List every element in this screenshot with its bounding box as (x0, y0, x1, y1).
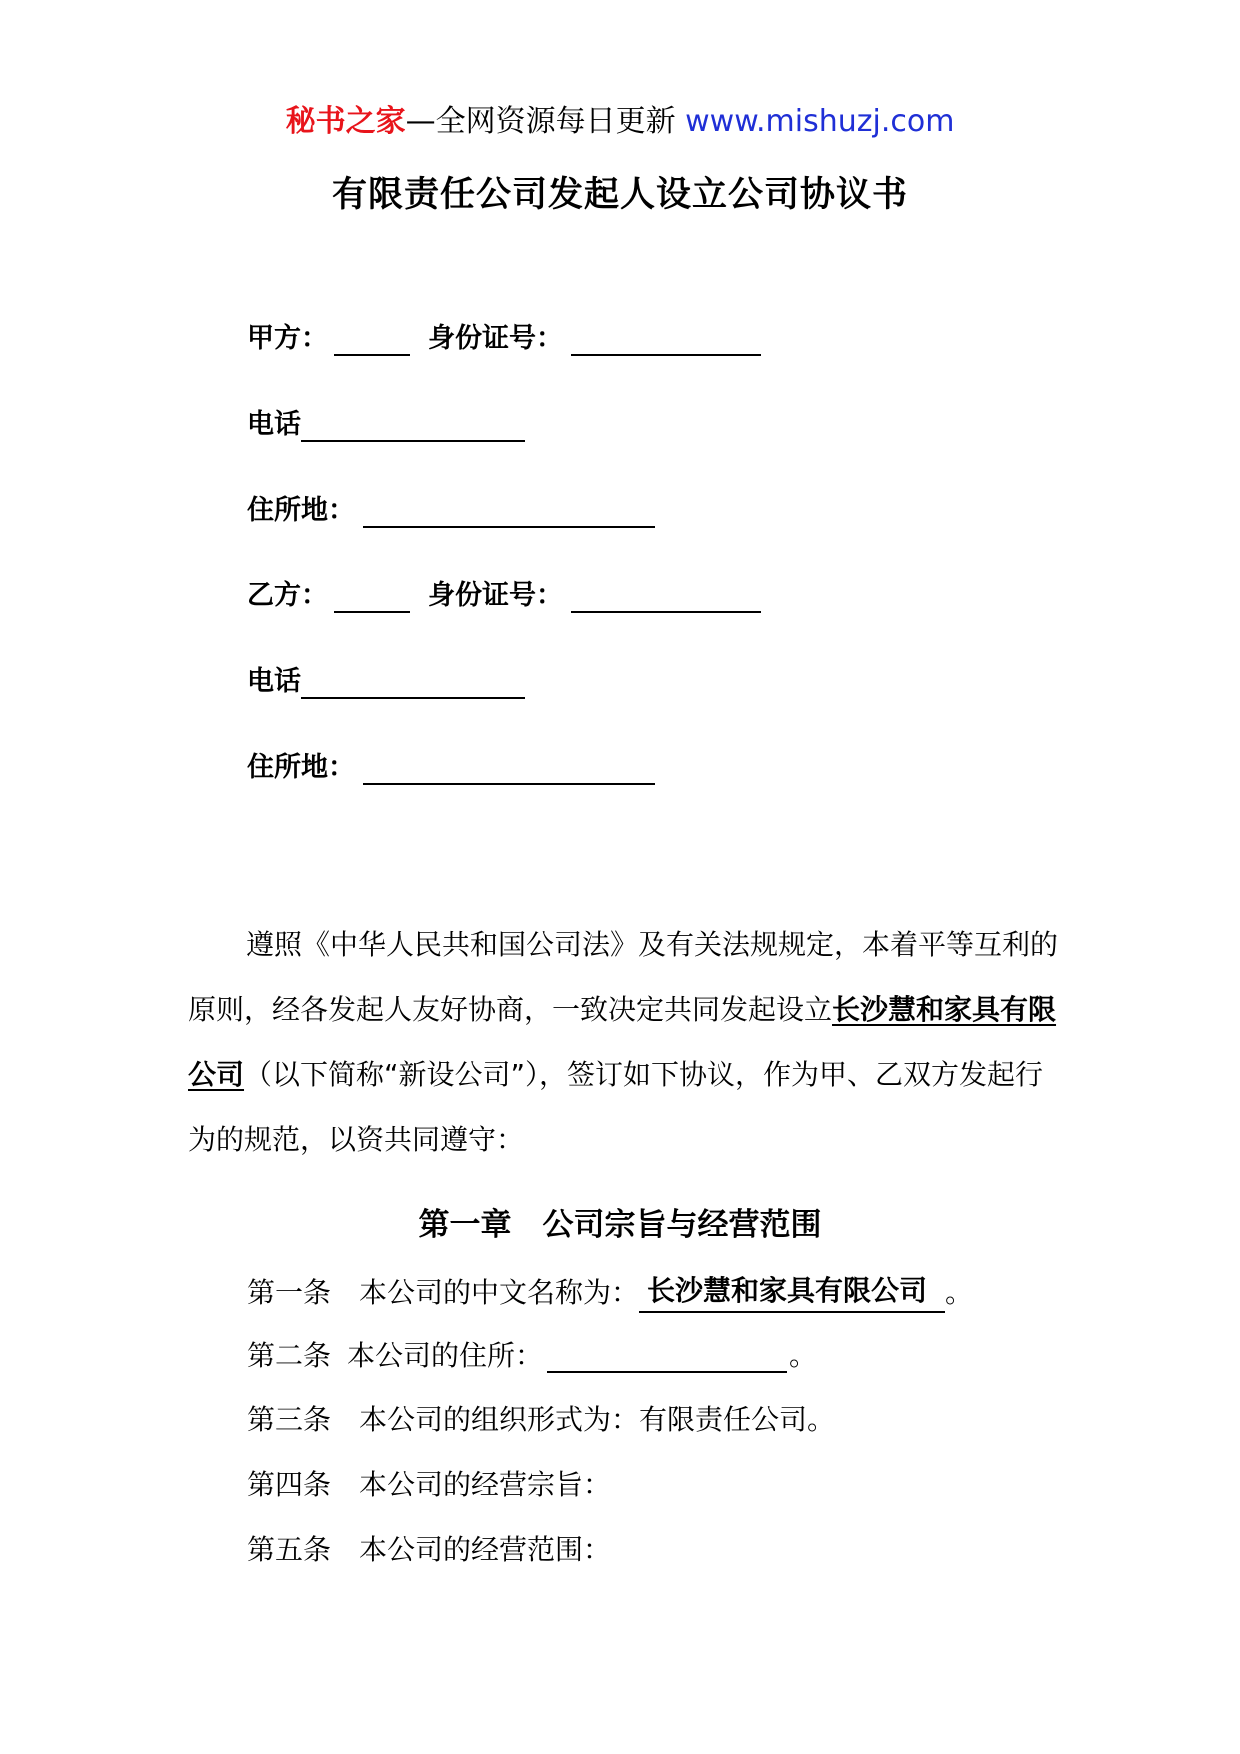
party-a-row (247, 320, 761, 358)
site-url-link[interactable]: www.mishuzj.com (685, 104, 955, 139)
article-4 (247, 1465, 611, 1505)
article-text: 本公司的经营宗旨： (359, 1468, 612, 1501)
party-b-label: 乙方： (247, 580, 328, 611)
party-a-address-blank[interactable] (363, 496, 655, 528)
article-text: 本公司的住所： (347, 1339, 544, 1372)
article-number: 第四条 (247, 1468, 332, 1501)
article-number: 第三条 (247, 1403, 332, 1436)
party-b-phone-row (247, 663, 525, 701)
site-header (0, 102, 1240, 142)
party-b-id-blank[interactable] (571, 581, 761, 613)
party-a-label: 甲方： (247, 323, 328, 354)
company-name: 长沙慧和家具有限公司 (188, 993, 1057, 1091)
party-b-address-blank[interactable] (363, 753, 655, 785)
party-a-name-blank[interactable] (334, 324, 410, 356)
party-b-address-label: 住所地： (247, 752, 355, 783)
site-brand: 秘书之家 (285, 104, 406, 139)
preamble-paragraph (188, 912, 1068, 1172)
party-a-phone-label: 电话 (247, 409, 301, 440)
article-5 (247, 1530, 611, 1570)
article-number: 第二条 (247, 1339, 332, 1372)
preamble-text-1: 遵照《中华人民共和国公司法》及有关法规规定，本着平等互利的原则，经各发起人友好协商，一致决定共同发起设立 (188, 928, 1059, 1026)
party-a-phone-row (247, 406, 525, 444)
article-number: 第五条 (247, 1533, 332, 1566)
party-a-id-blank[interactable] (571, 324, 761, 356)
article-text: 本公司的中文名称为： (359, 1276, 640, 1309)
article-3 (247, 1400, 835, 1440)
article-1 (247, 1271, 973, 1313)
article-end: 。 (789, 1339, 818, 1372)
chapter-heading: 第一章 公司宗旨与经营范围 (418, 1207, 822, 1243)
party-b-row (247, 577, 761, 615)
preamble-text-2: （以下简称“新设公司”），签订如下协议，作为甲、乙双方发起行为的规范，以资共同遵守： (188, 1058, 1044, 1156)
article-2 (247, 1336, 817, 1376)
article-text: 本公司的经营范围： (359, 1533, 612, 1566)
party-a-phone-blank[interactable] (301, 410, 525, 442)
party-b-phone-label: 电话 (247, 666, 301, 697)
party-b-id-label: 身份证号： (428, 580, 563, 611)
party-a-address-label: 住所地： (247, 495, 355, 526)
document-title: 有限责任公司发起人设立公司协议书 (331, 175, 908, 215)
site-slogan: —全网资源每日更新 (405, 104, 676, 139)
party-b-address-row (247, 749, 655, 787)
article-end: 。 (945, 1276, 974, 1309)
company-address-blank[interactable] (547, 1339, 787, 1373)
party-a-id-label: 身份证号： (428, 323, 563, 354)
party-b-name-blank[interactable] (334, 581, 410, 613)
article-number: 第一条 (247, 1276, 332, 1309)
party-b-phone-blank[interactable] (301, 667, 525, 699)
article-text: 本公司的组织形式为：有限责任公司。 (359, 1403, 836, 1436)
company-name-value: 长沙慧和家具有限公司 (639, 1271, 945, 1313)
party-a-address-row (247, 492, 655, 530)
